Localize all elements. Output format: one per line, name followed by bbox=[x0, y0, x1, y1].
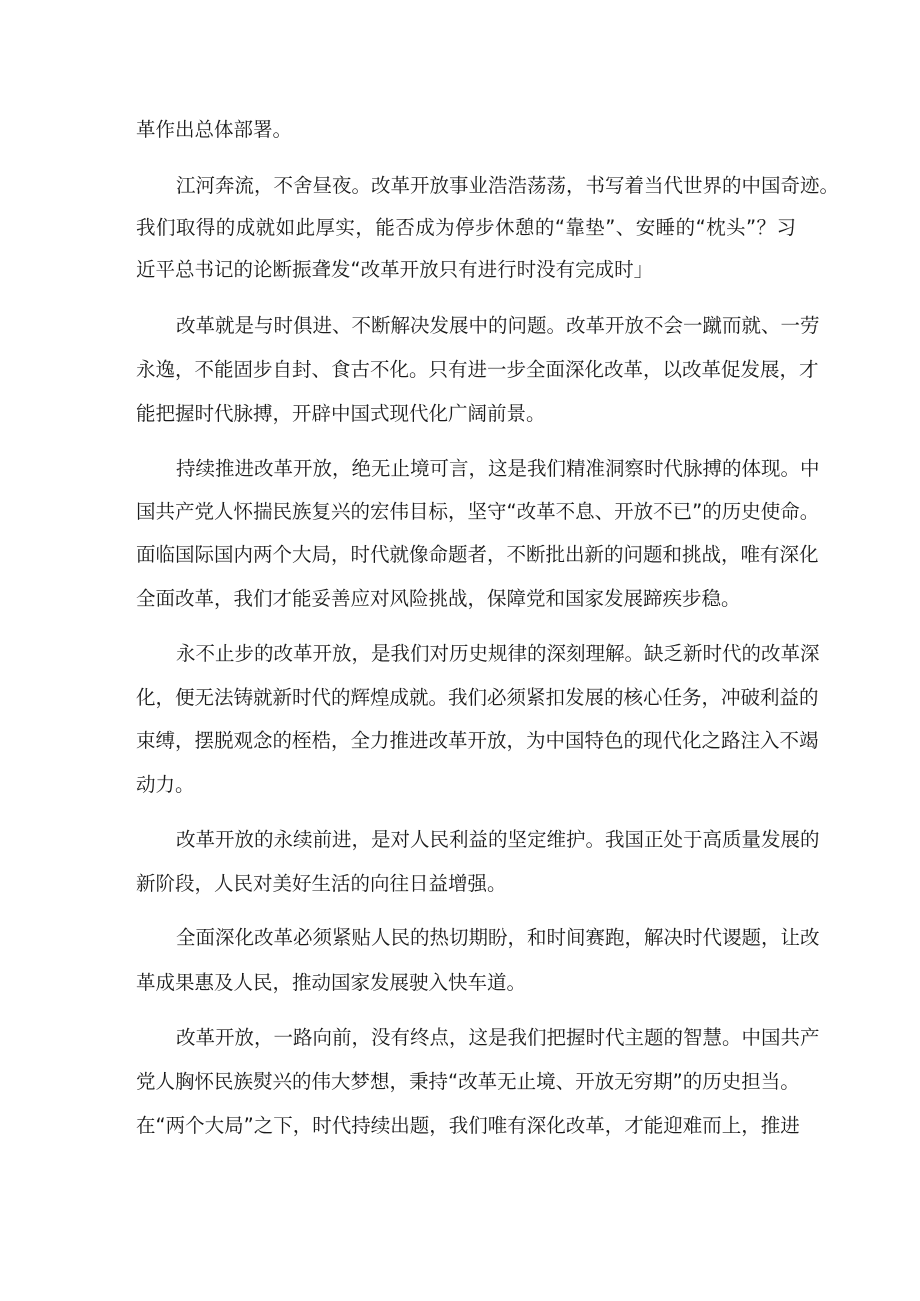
text-line: 持续推进改革开放，绝无止境可言，这是我们精准洞察时代脉搏的体现。中 bbox=[176, 457, 820, 480]
text-line: 近平总书记的论断振聋发“改革开放只有进行时没有完成时」 bbox=[136, 258, 654, 281]
text-line: 改革就是与时俱进、不断解决发展中的问题。改革开放不会一蹴而就、一劳 bbox=[176, 314, 820, 337]
text-line: 永逸，不能固步自封、食古不化。只有进一步全面深化改革，以改革促发展，才 bbox=[136, 358, 819, 381]
text-line: 全面深化改革必须紧贴人民的热切期盼，和时间赛跑，解决时代谡题，让改 bbox=[176, 926, 820, 949]
text-line: 国共产党人怀揣民族复兴的宏伟目标，坚守“改革不息、开放不已”的历史使命。 bbox=[136, 500, 820, 523]
text-line: 在“两个大局”之下，时代持续出题，我们唯有深化改革，才能迎难而上，推进 bbox=[136, 1114, 800, 1137]
text-line: 革成果惠及人民，推动国家发展驶入快车道。 bbox=[136, 971, 527, 994]
text-line: 束缚，摆脱观念的桎梏，全力推进改革开放，为中国特色的现代化之路注入不竭 bbox=[136, 729, 819, 752]
text-line: 党人胸怀民族熨兴的伟大梦想，秉持“改革无止境、开放无穷期”的历史担当。 bbox=[136, 1070, 800, 1093]
text-line: 新阶段，人民对美好生活的向往日益增强。 bbox=[136, 872, 507, 895]
text-line: 我们取得的成就如此厚实，能否成为停步休憩的“靠垫”、安睡的“枕头”？习 bbox=[136, 216, 796, 239]
text-line: 革作出总体部署。 bbox=[136, 118, 293, 141]
text-line: 动力。 bbox=[136, 773, 195, 796]
text-line: 江河奔流，不舍昼夜。改革开放事业浩浩荡荡，书写着当代世界的中国奇迹。 bbox=[176, 174, 840, 197]
text-line: 面临国际国内两个大局，时代就像命题者，不断批出新的问题和挑战，唯有深化 bbox=[136, 543, 819, 566]
text-line: 改革开放，一路向前，没有终点，这是我们把握时代主题的智慧。中国共产 bbox=[176, 1026, 820, 1049]
text-line: 全面改革，我们才能妥善应对风险挑战，保障党和国家发展蹄疾步稳。 bbox=[136, 587, 741, 610]
text-line: 化，便无法铸就新时代的辉煌成就。我们必须紧扣发展的核心任务，冲破利益的 bbox=[136, 686, 819, 709]
text-line: 改革开放的永续前进，是对人民利益的坚定维护。我国正处于高质量发展的 bbox=[176, 828, 820, 851]
text-line: 永不止步的改革开放，是我们对历史规律的深刻理解。缺乏新时代的改革深 bbox=[176, 642, 820, 665]
text-line: 能把握时代脉搏，开辟中国式现代化广阔前景。 bbox=[136, 402, 546, 425]
